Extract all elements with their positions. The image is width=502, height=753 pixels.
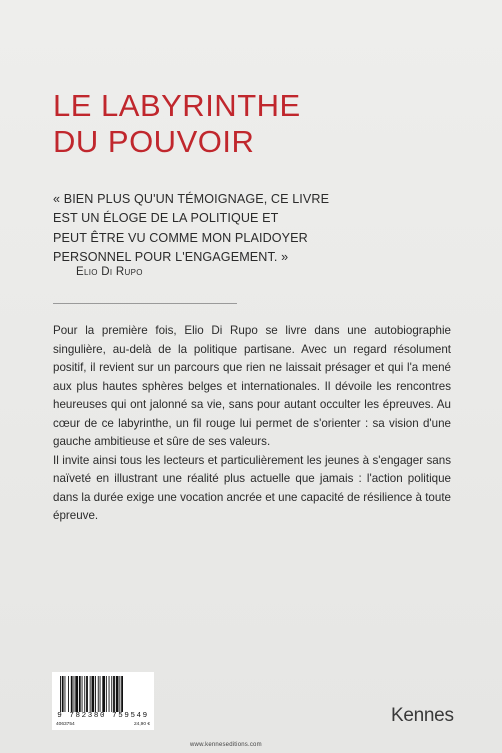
barcode-bar (113, 676, 115, 712)
title-line-1: LE LABYRINTHE (53, 88, 301, 123)
barcode-bar (111, 676, 112, 712)
quote-line: PEUT ÊTRE VU COMME MON PLAIDOYER (53, 230, 308, 245)
barcode-bar (92, 676, 95, 712)
book-title (53, 88, 473, 160)
barcode-bar (62, 676, 64, 712)
barcode-bar (119, 676, 120, 712)
quote-line: PERSONNEL POUR L'ENGAGEMENT. » (53, 249, 289, 264)
barcode-bar (90, 676, 91, 712)
barcode-bar (109, 676, 110, 712)
barcode-bar (84, 676, 85, 712)
barcode-number: 9 782380 759549 (57, 712, 149, 720)
barcode-bar (106, 676, 107, 712)
barcode-bars (60, 676, 146, 712)
quote-author: Elio Di Rupo (76, 266, 143, 278)
barcode-bar (100, 676, 101, 712)
barcode-bar (82, 676, 83, 712)
price: 24,90 € (133, 722, 150, 727)
barcode-bar (121, 676, 123, 712)
barcode-bar (60, 676, 61, 712)
barcode-bar (71, 676, 73, 712)
barcode-code: 4063754 (56, 722, 75, 727)
publisher-logo: Kennes (391, 705, 454, 726)
barcode-bar (75, 676, 78, 712)
publisher-website: www.kenneseditions.com (190, 742, 262, 748)
barcode-bar (86, 676, 88, 712)
blurb-paragraph-2: Il invite ainsi tous les lecteurs et particulièrement les jeunes à s'engager sans naïveté en illustrant une réalité plus actuelle que jamais : l'action politique dans la durée exige une vocation ancrée et une capacité de résilience à toute épreuve. (53, 453, 451, 522)
barcode-bar (102, 676, 105, 712)
barcode-bar (65, 676, 66, 712)
barcode-bar (74, 676, 75, 712)
quote-line: « BIEN PLUS QU'UN TÉMOIGNAGE, CE LIVRE (53, 192, 330, 206)
isbn-barcode (52, 672, 154, 730)
barcode-bar (79, 676, 81, 712)
barcode-bar (116, 676, 119, 712)
blurb-text (53, 322, 451, 526)
barcode-bar (98, 676, 99, 712)
barcode-bar (68, 676, 69, 712)
barcode-bar (95, 676, 96, 712)
divider (53, 303, 237, 304)
title-line-2: DU POUVOIR (53, 124, 255, 159)
author-quote (53, 190, 453, 267)
quote-line: EST UN ÉLOGE DE LA POLITIQUE ET (53, 211, 279, 226)
blurb-paragraph-1: Pour la première fois, Elio Di Rupo se livre dans une autobiographie singulière, au-delà de la politique partisane. Avec un regard résolument positif, il revient sur un parcours que rien ne laissait présager et qui l'a mené aux plus hautes sphères belges et internationales. Il dévoile les rencontres heureuses qui ont jalonné sa vie, sans pour autant occulter les épreuves. Au cœur de ce labyrinthe, un fil rouge lui permet de s'orienter : sa vision d'une gauche ambitieuse et sûre de ses valeurs. (53, 324, 451, 448)
